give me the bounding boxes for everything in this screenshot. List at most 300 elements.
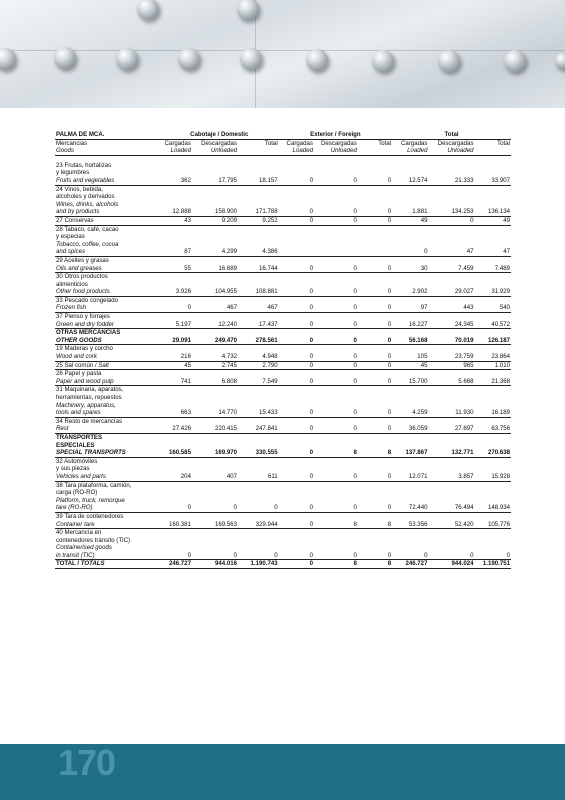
value-cell: 249.470	[192, 337, 238, 345]
value-cell	[392, 457, 428, 465]
value-cell: 0	[314, 288, 358, 296]
row-label: 28 Tabaco, café, cacao	[56, 225, 119, 233]
row-label: Oils and greases	[55, 265, 160, 273]
value-cell	[160, 433, 192, 441]
row-label: 26 Papel y pasta	[56, 370, 102, 378]
value-cell	[238, 497, 279, 505]
table-row	[55, 473, 511, 481]
value-cell	[192, 481, 238, 489]
table-row	[55, 537, 511, 545]
value-cell	[160, 193, 192, 201]
value-cell: 0	[358, 304, 392, 312]
value-cell	[238, 281, 279, 289]
value-cell: 0	[160, 552, 192, 560]
value-cell: 43	[160, 216, 192, 225]
rivet-icon	[555, 53, 565, 69]
value-cell	[160, 489, 192, 497]
row-label: tare (RO-RO)	[55, 504, 160, 512]
value-cell	[428, 537, 474, 545]
table-row	[55, 497, 511, 505]
value-cell	[160, 529, 192, 537]
value-cell: 278.561	[238, 337, 279, 345]
row-label: Rest	[55, 425, 160, 433]
value-cell	[314, 225, 358, 233]
value-cell	[160, 273, 192, 281]
value-cell: 0	[160, 504, 192, 512]
table-row	[55, 560, 511, 569]
value-cell	[238, 402, 279, 410]
cargo-table-wrapper	[55, 131, 511, 569]
value-cell	[474, 497, 511, 505]
table-row	[55, 370, 511, 378]
value-cell	[279, 394, 314, 402]
value-cell: 29.027	[428, 288, 474, 296]
value-cell: 0	[279, 560, 314, 569]
value-cell: 0	[314, 304, 358, 312]
value-cell: 0	[474, 552, 511, 560]
value-cell	[428, 433, 474, 441]
value-cell: 9.252	[238, 216, 279, 225]
value-cell: 17.437	[238, 321, 279, 329]
value-cell	[392, 544, 428, 552]
value-cell: 23.759	[428, 353, 474, 361]
value-cell	[279, 225, 314, 233]
rivet-icon	[137, 0, 159, 20]
row-label: Other food products	[55, 288, 160, 296]
row-label: Container tare	[55, 521, 160, 529]
value-cell	[314, 169, 358, 177]
row-label: Containerised goods	[56, 544, 112, 552]
value-cell: 2.745	[192, 361, 238, 370]
value-cell: 2.790	[238, 361, 279, 370]
value-cell	[160, 281, 192, 289]
value-cell	[160, 465, 192, 473]
value-cell	[392, 273, 428, 281]
value-cell	[358, 537, 392, 545]
row-label: 34 Resto de mercancías	[56, 417, 123, 425]
value-cell	[279, 417, 314, 425]
value-cell	[160, 512, 192, 520]
value-cell	[358, 442, 392, 450]
value-cell	[279, 481, 314, 489]
value-cell	[279, 512, 314, 520]
value-cell: 0	[358, 473, 392, 481]
value-cell	[392, 281, 428, 289]
value-cell	[314, 201, 358, 209]
value-cell	[358, 241, 392, 249]
value-cell: 47	[474, 248, 511, 256]
table-row	[55, 512, 511, 520]
value-cell	[192, 345, 238, 353]
value-cell: 944.024	[428, 560, 474, 569]
table-row	[55, 433, 511, 441]
table-row	[55, 378, 511, 386]
value-cell	[358, 417, 392, 425]
value-cell	[392, 193, 428, 201]
value-cell: 134.253	[428, 208, 474, 216]
value-cell	[238, 465, 279, 473]
value-cell	[392, 370, 428, 378]
value-cell	[192, 162, 238, 170]
col-loaded: Loaded	[279, 147, 314, 155]
table-row	[55, 225, 511, 233]
value-cell	[238, 233, 279, 241]
row-label: SPECIAL TRANSPORTS	[55, 449, 160, 457]
table-row	[55, 457, 511, 465]
value-cell	[238, 386, 279, 394]
value-cell: 0	[279, 361, 314, 370]
value-cell: 663	[160, 409, 192, 417]
value-cell: 0	[314, 409, 358, 417]
value-cell	[428, 313, 474, 321]
table-row	[55, 241, 511, 249]
value-cell	[238, 162, 279, 170]
value-cell	[238, 256, 279, 264]
value-cell	[160, 233, 192, 241]
rivet-icon	[54, 47, 76, 69]
value-cell: 70.019	[428, 337, 474, 345]
value-cell: 0	[314, 337, 358, 345]
value-cell	[160, 162, 192, 170]
value-cell: 330.555	[238, 449, 279, 457]
value-cell	[238, 225, 279, 233]
value-cell	[238, 241, 279, 249]
row-label: carga (RO-RO)	[56, 489, 98, 497]
value-cell: 467	[238, 304, 279, 312]
value-cell: 0	[314, 353, 358, 361]
value-cell: 0	[279, 304, 314, 312]
value-cell	[428, 544, 474, 552]
value-cell: 0	[279, 504, 314, 512]
value-cell	[279, 457, 314, 465]
value-cell: 4.948	[238, 353, 279, 361]
value-cell: 97	[392, 304, 428, 312]
value-cell	[358, 233, 392, 241]
table-row	[55, 529, 511, 537]
value-cell: 0	[314, 378, 358, 386]
col-loaded: Loaded	[392, 147, 428, 155]
table-row	[55, 337, 511, 345]
exterior-header: Exterior / Foreign	[310, 131, 361, 138]
row-label: y especias	[56, 233, 85, 241]
value-cell	[314, 465, 358, 473]
value-cell	[314, 497, 358, 505]
value-cell	[314, 281, 358, 289]
table-row	[55, 402, 511, 410]
value-cell: 362	[160, 177, 192, 185]
row-label: Platform, truck, remorque	[56, 496, 125, 504]
value-cell	[392, 329, 428, 337]
value-cell: 0	[238, 552, 279, 560]
table-row	[55, 216, 511, 225]
value-cell: 204	[160, 473, 192, 481]
value-cell	[192, 185, 238, 193]
value-cell	[428, 185, 474, 193]
value-cell	[279, 433, 314, 441]
value-cell: 136.134	[474, 208, 511, 216]
value-cell: 246.727	[392, 560, 428, 569]
value-cell	[428, 241, 474, 249]
value-cell	[192, 370, 238, 378]
value-cell	[279, 169, 314, 177]
value-cell: 16.744	[238, 265, 279, 273]
value-cell	[474, 537, 511, 545]
value-cell	[392, 512, 428, 520]
value-cell	[474, 193, 511, 201]
value-cell	[392, 402, 428, 410]
value-cell	[279, 201, 314, 209]
value-cell	[358, 497, 392, 505]
value-cell	[192, 193, 238, 201]
value-cell	[238, 442, 279, 450]
value-cell: 0	[358, 425, 392, 433]
value-cell	[474, 313, 511, 321]
value-cell: 0	[314, 504, 358, 512]
value-cell	[192, 489, 238, 497]
value-cell	[474, 512, 511, 520]
row-label: 30 Otros productos	[56, 273, 108, 281]
value-cell: 29.091	[160, 337, 192, 345]
value-cell: 0	[160, 304, 192, 312]
value-cell: 0	[279, 177, 314, 185]
value-cell: 0	[279, 337, 314, 345]
value-cell	[314, 273, 358, 281]
value-cell	[160, 394, 192, 402]
value-cell	[238, 313, 279, 321]
row-label: 31 Maquinaria, aparatos,	[56, 386, 124, 394]
value-cell	[314, 313, 358, 321]
value-cell	[160, 329, 192, 337]
value-cell	[314, 529, 358, 537]
value-cell	[192, 465, 238, 473]
value-cell: 270.638	[474, 449, 511, 457]
value-cell	[428, 296, 474, 304]
value-cell	[474, 225, 511, 233]
value-cell	[428, 281, 474, 289]
value-cell	[358, 201, 392, 209]
value-cell	[160, 537, 192, 545]
value-cell	[314, 433, 358, 441]
value-cell	[160, 241, 192, 249]
value-cell	[238, 370, 279, 378]
value-cell	[428, 273, 474, 281]
value-cell	[192, 512, 238, 520]
value-cell	[392, 345, 428, 353]
value-cell: 45	[392, 361, 428, 370]
value-cell	[358, 169, 392, 177]
row-label: Green and dry fodder	[55, 321, 160, 329]
value-cell	[428, 225, 474, 233]
value-cell	[192, 497, 238, 505]
value-cell: 246.727	[160, 560, 192, 569]
value-cell: 21.333	[428, 177, 474, 185]
value-cell: 15.928	[474, 473, 511, 481]
value-cell: 7.489	[474, 265, 511, 273]
value-cell	[160, 256, 192, 264]
col-descargadas: Descargadas	[192, 139, 238, 147]
value-cell	[428, 497, 474, 505]
row-label: 23 Frutas, hortalizas	[56, 161, 112, 169]
value-cell: 220.415	[192, 425, 238, 433]
value-cell	[192, 201, 238, 209]
value-cell	[192, 544, 238, 552]
value-cell	[358, 394, 392, 402]
table-row	[55, 193, 511, 201]
value-cell: 0	[358, 265, 392, 273]
value-cell	[392, 296, 428, 304]
header-row-en	[55, 147, 511, 155]
value-cell: 169.563	[192, 521, 238, 529]
value-cell	[428, 442, 474, 450]
value-cell: 3.926	[160, 288, 192, 296]
value-cell	[192, 433, 238, 441]
value-cell: 16.189	[474, 409, 511, 417]
value-cell: 148.934	[474, 504, 511, 512]
value-cell	[314, 457, 358, 465]
value-cell: 0	[279, 473, 314, 481]
value-cell: 611	[238, 473, 279, 481]
value-cell: 55	[160, 265, 192, 273]
port-name: PALMA DE MCA.	[56, 131, 105, 138]
value-cell	[358, 465, 392, 473]
value-cell	[474, 281, 511, 289]
value-cell	[392, 162, 428, 170]
value-cell: 0	[279, 265, 314, 273]
value-cell: 12.888	[160, 208, 192, 216]
value-cell	[192, 273, 238, 281]
value-cell	[428, 512, 474, 520]
row-label: ESPECIALES	[56, 441, 95, 449]
value-cell	[358, 512, 392, 520]
table-row	[55, 394, 511, 402]
value-cell: 0	[314, 552, 358, 560]
value-cell	[279, 544, 314, 552]
value-cell: 17.795	[192, 177, 238, 185]
panel-seam	[0, 50, 565, 51]
value-cell	[392, 169, 428, 177]
value-cell: 126.187	[474, 337, 511, 345]
value-cell	[160, 225, 192, 233]
value-cell	[428, 162, 474, 170]
value-cell	[192, 417, 238, 425]
value-cell: 45	[160, 361, 192, 370]
value-cell	[358, 329, 392, 337]
value-cell: 0	[314, 321, 358, 329]
value-cell	[192, 281, 238, 289]
value-cell: 12.071	[392, 473, 428, 481]
rivet-icon	[504, 50, 526, 72]
value-cell	[238, 457, 279, 465]
value-cell: 0	[358, 288, 392, 296]
value-cell	[238, 512, 279, 520]
value-cell	[358, 345, 392, 353]
value-cell	[160, 185, 192, 193]
table-row	[55, 169, 511, 177]
value-cell: 0	[279, 425, 314, 433]
value-cell: 4.259	[392, 409, 428, 417]
value-cell: 0	[358, 504, 392, 512]
row-label: and spices	[55, 248, 160, 256]
value-cell: 0	[314, 425, 358, 433]
rivet-icon	[0, 48, 16, 70]
value-cell: 0	[392, 552, 428, 560]
value-cell: 1.010	[474, 361, 511, 370]
value-cell	[279, 489, 314, 497]
col-loaded: Loaded	[160, 147, 192, 155]
value-cell: 72.440	[392, 504, 428, 512]
rivet-icon	[438, 50, 460, 72]
value-cell: 0	[192, 504, 238, 512]
value-cell	[358, 433, 392, 441]
value-cell	[428, 256, 474, 264]
value-cell	[474, 201, 511, 209]
value-cell: 33.907	[474, 177, 511, 185]
value-cell: 0	[279, 321, 314, 329]
value-cell	[474, 489, 511, 497]
mercancias-label: Mercancias	[55, 139, 160, 147]
value-cell	[358, 225, 392, 233]
value-cell	[474, 370, 511, 378]
value-cell	[238, 201, 279, 209]
table-row	[55, 313, 511, 321]
value-cell	[314, 370, 358, 378]
value-cell	[192, 233, 238, 241]
value-cell: 407	[192, 473, 238, 481]
value-cell	[279, 241, 314, 249]
value-cell	[192, 529, 238, 537]
goods-label: Goods	[55, 147, 160, 155]
row-label: 25 Sal común / Salt	[55, 361, 160, 370]
table-row	[55, 449, 511, 457]
value-cell	[428, 529, 474, 537]
rivet-icon	[306, 49, 328, 71]
value-cell: 49	[474, 216, 511, 225]
table-row	[55, 353, 511, 361]
value-cell	[160, 402, 192, 410]
value-cell	[238, 537, 279, 545]
value-cell: 8	[314, 560, 358, 569]
value-cell	[358, 481, 392, 489]
table-row	[55, 489, 511, 497]
table-row	[55, 521, 511, 529]
value-cell: 105	[392, 353, 428, 361]
value-cell	[160, 345, 192, 353]
value-cell	[192, 241, 238, 249]
value-cell	[160, 370, 192, 378]
value-cell	[314, 402, 358, 410]
value-cell: 4.732	[192, 353, 238, 361]
value-cell: 8	[358, 449, 392, 457]
value-cell: 7.459	[428, 265, 474, 273]
value-cell	[279, 345, 314, 353]
value-cell	[279, 248, 314, 256]
value-cell	[238, 481, 279, 489]
value-cell	[192, 457, 238, 465]
value-cell	[392, 481, 428, 489]
row-label: in transit (TIC)	[55, 552, 160, 560]
value-cell	[279, 185, 314, 193]
table-row	[55, 409, 511, 417]
value-cell: 12.574	[392, 177, 428, 185]
row-label: Wines, drinks, alcohols	[56, 200, 119, 208]
value-cell	[392, 313, 428, 321]
header-row-groups	[55, 131, 511, 139]
table-row	[55, 185, 511, 193]
value-cell	[279, 537, 314, 545]
value-cell: 16.227	[392, 321, 428, 329]
value-cell	[474, 529, 511, 537]
value-cell	[314, 345, 358, 353]
